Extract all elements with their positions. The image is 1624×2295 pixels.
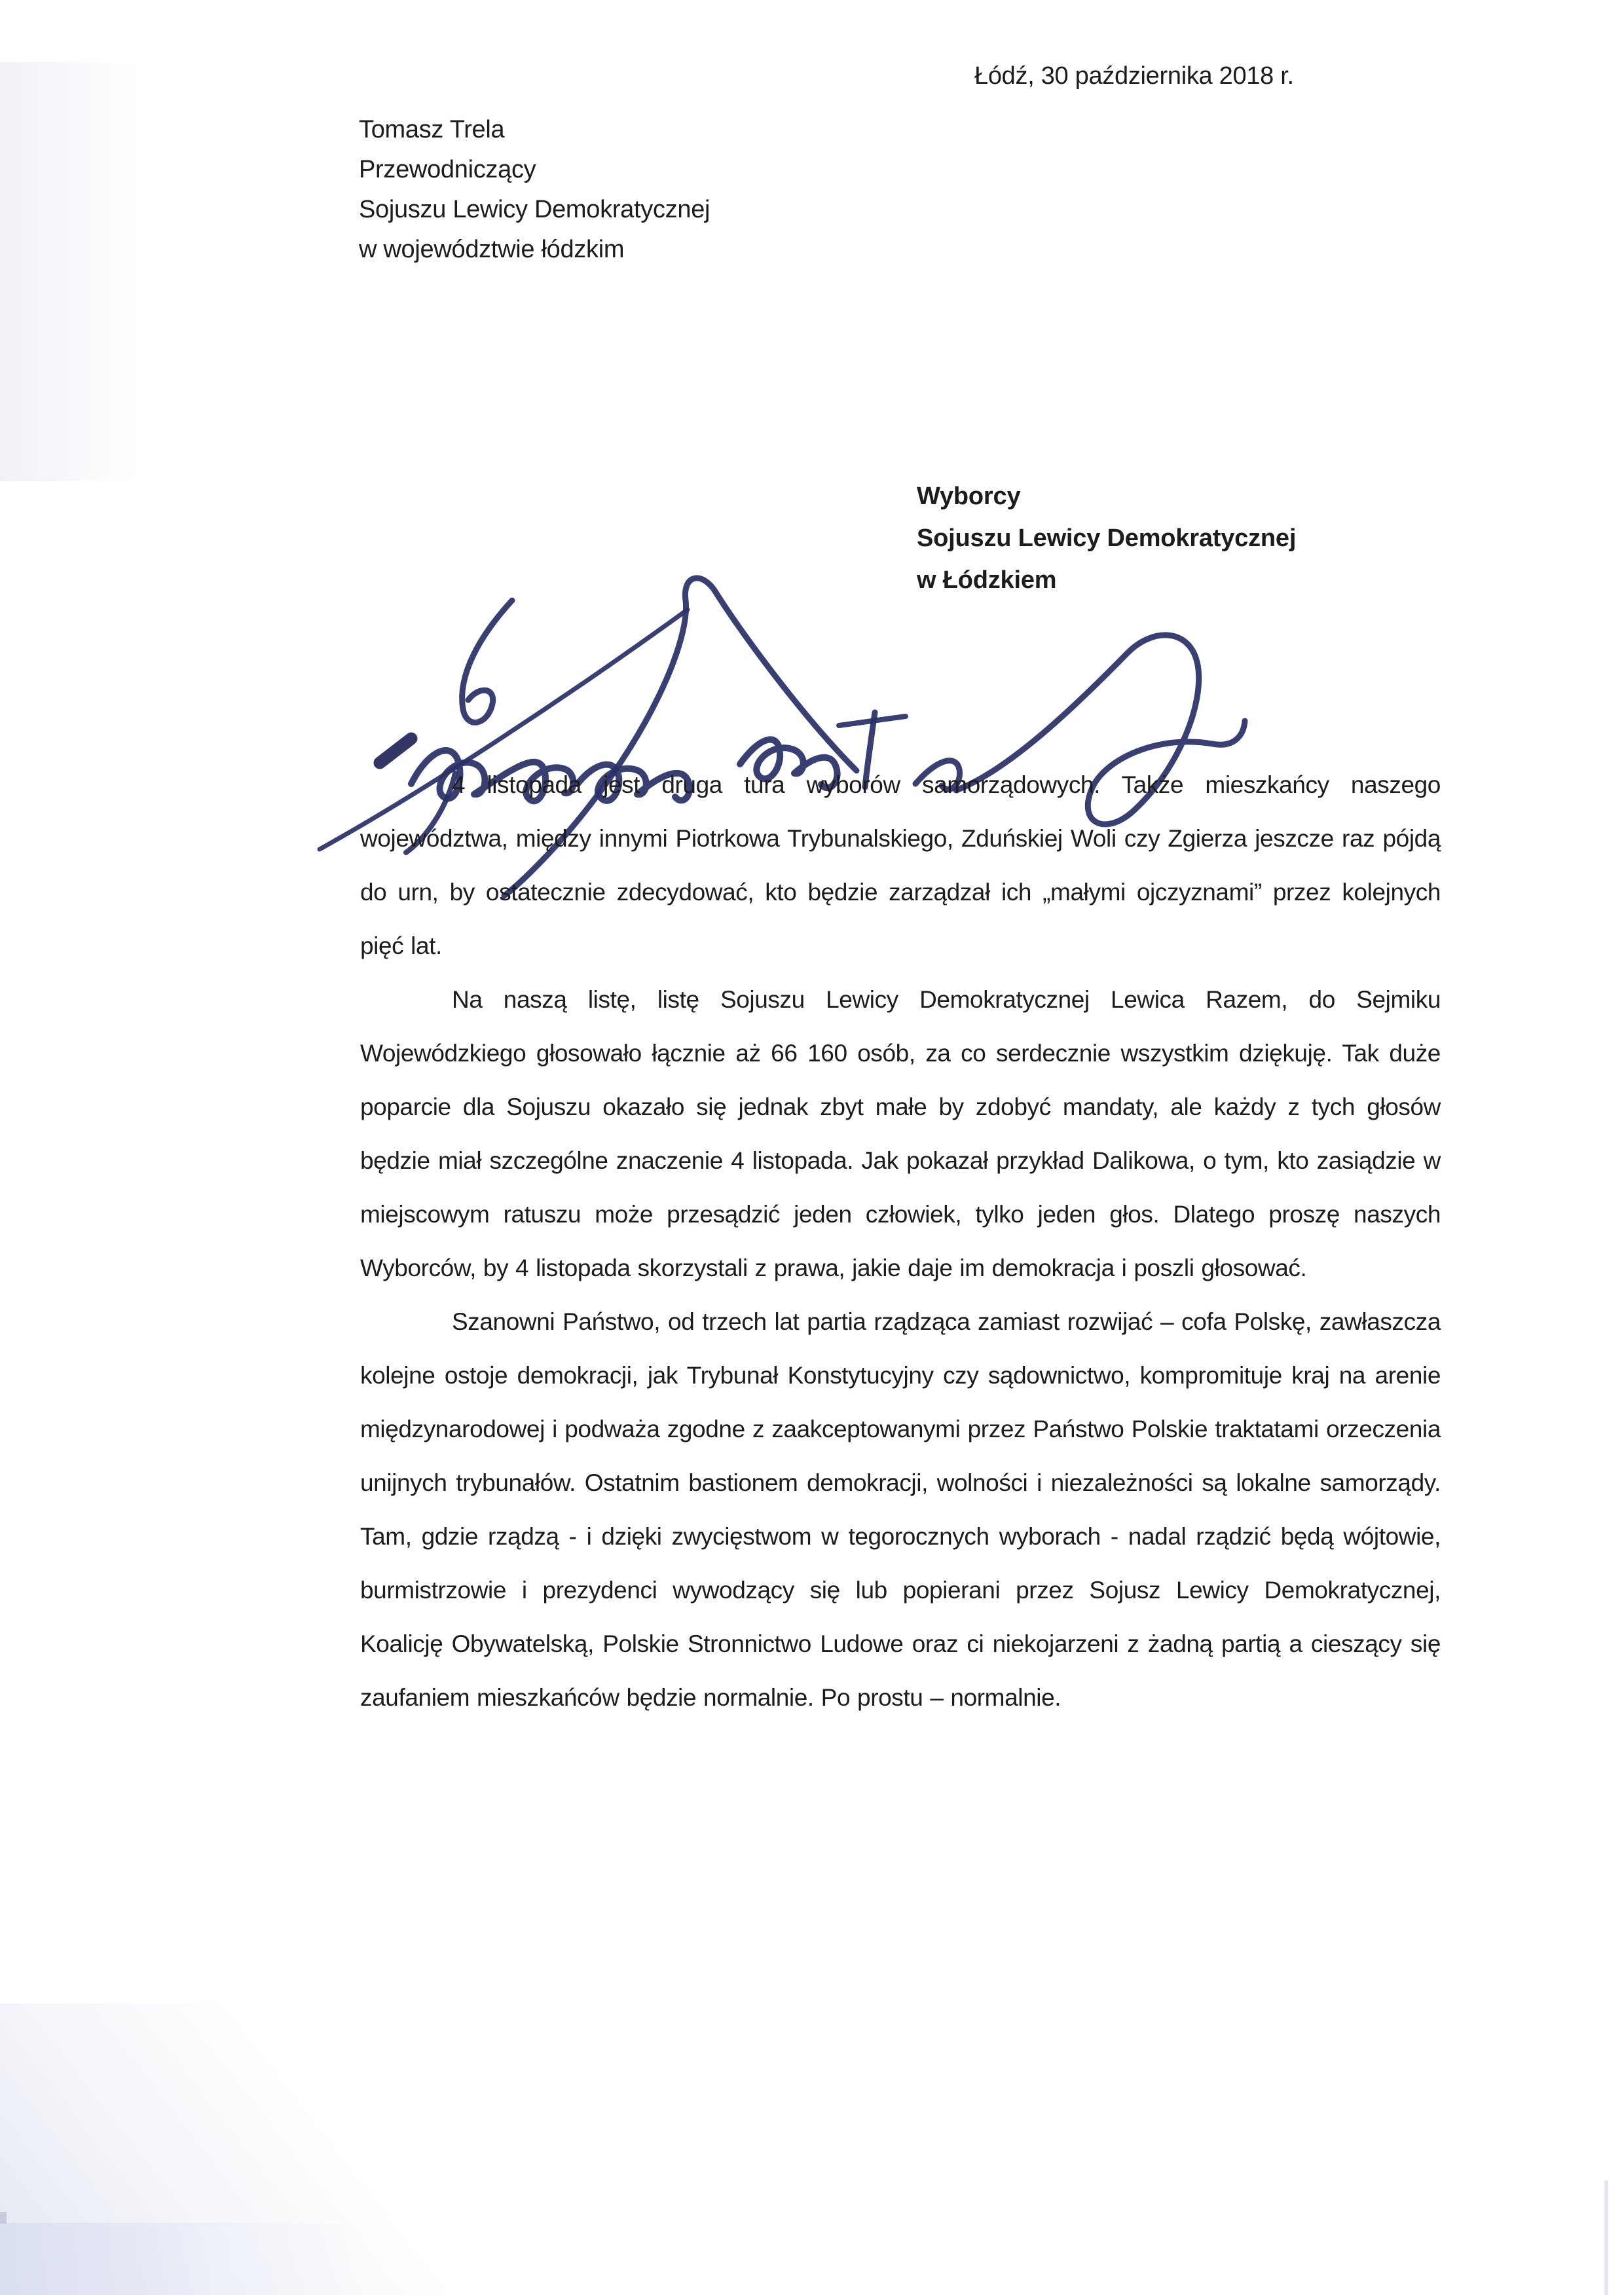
recipient-line: Wyborcy bbox=[917, 483, 1021, 510]
scan-artifact-bottom-left bbox=[0, 2004, 511, 2295]
recipient-line: w Łódzkiem bbox=[917, 566, 1057, 594]
sender-region: w województwie łódzkim bbox=[359, 236, 625, 263]
sender-name: Tomasz Trela bbox=[359, 116, 505, 143]
letter-body bbox=[360, 758, 1441, 1725]
sender-block bbox=[359, 110, 710, 270]
paragraph: Na naszą listę, listę Sojuszu Lewicy Demokratycznej Lewica Razem, do Sejmiku Wojewódzkiego głosowało łącznie aż 66 160 osób, za co serdecznie wszystkim dziękuję. Tak duże poparcie dla Sojuszu okazało się jednak zbyt małe by zdobyć mandaty, ale każdy z tych głosów będzie miał szczególne znaczenie 4 listopada. Jak pokazał przykład Dalikowa, o tym, kto zasiądzie w miejscowym ratuszu może przesądzić jeden człowiek, tylko jeden głos. Dlatego proszę naszych Wyborców, by 4 listopada skorzystali z prawa, jakie daje im demokracja i poszli głosować. bbox=[360, 986, 1441, 1281]
scan-artifact-left-tick bbox=[0, 2212, 7, 2224]
recipient-block bbox=[917, 475, 1296, 601]
scan-artifact-right-edge bbox=[1604, 2180, 1608, 2295]
paragraph: 4 listopada jest druga tura wyborów samorządowych. Także mieszkańcy naszego województwa, między innymi Piotrkowa Trybunalskiego, Zduńskiej Woli czy Zgierza jeszcze raz pójdą do urn, by ostatecznie zdecydować, kto będzie zarządzał ich „małymi ojczyznami” przez kolejnych pięć lat. bbox=[360, 771, 1441, 959]
date-line: Łódź, 30 października 2018 r. bbox=[974, 62, 1294, 90]
scan-artifact-top-left bbox=[0, 62, 196, 481]
recipient-line: Sojuszu Lewicy Demokratycznej bbox=[917, 524, 1297, 552]
sender-title: Przewodniczący bbox=[359, 156, 536, 183]
sender-organization: Sojuszu Lewicy Demokratycznej bbox=[359, 196, 710, 223]
paragraph: Szanowni Państwo, od trzech lat partia rządząca zamiast rozwijać – cofa Polskę, zawłaszcza kolejne ostoje demokracji, jak Trybunał Konstytucyjny czy sądownictwo, kompromituje kraj na arenie międzynarodowej i podważa zgodne z zaakceptowanymi przez Państwo Polskie traktatami orzeczenia unijnych trybunałów. Ostatnim bastionem demokracji, wolności i niezależności są lokalne samorządy. Tam, gdzie rządzą - i dzięki zwycięstwom w tegorocznych wyborach - nadal rządzić będą wójtowie, burmistrzowie i prezydenci wywodzący się lub popierani przez Sojusz Lewicy Demokratycznej, Koalicję Obywatelską, Polskie Stronnictwo Ludowe oraz ci niekojarzeni z żadną partią a cieszący się zaufaniem mieszkańców będzie normalnie. Po prostu – normalnie. bbox=[360, 1308, 1441, 1711]
scan-artifact-bottom-edge bbox=[0, 2223, 367, 2295]
